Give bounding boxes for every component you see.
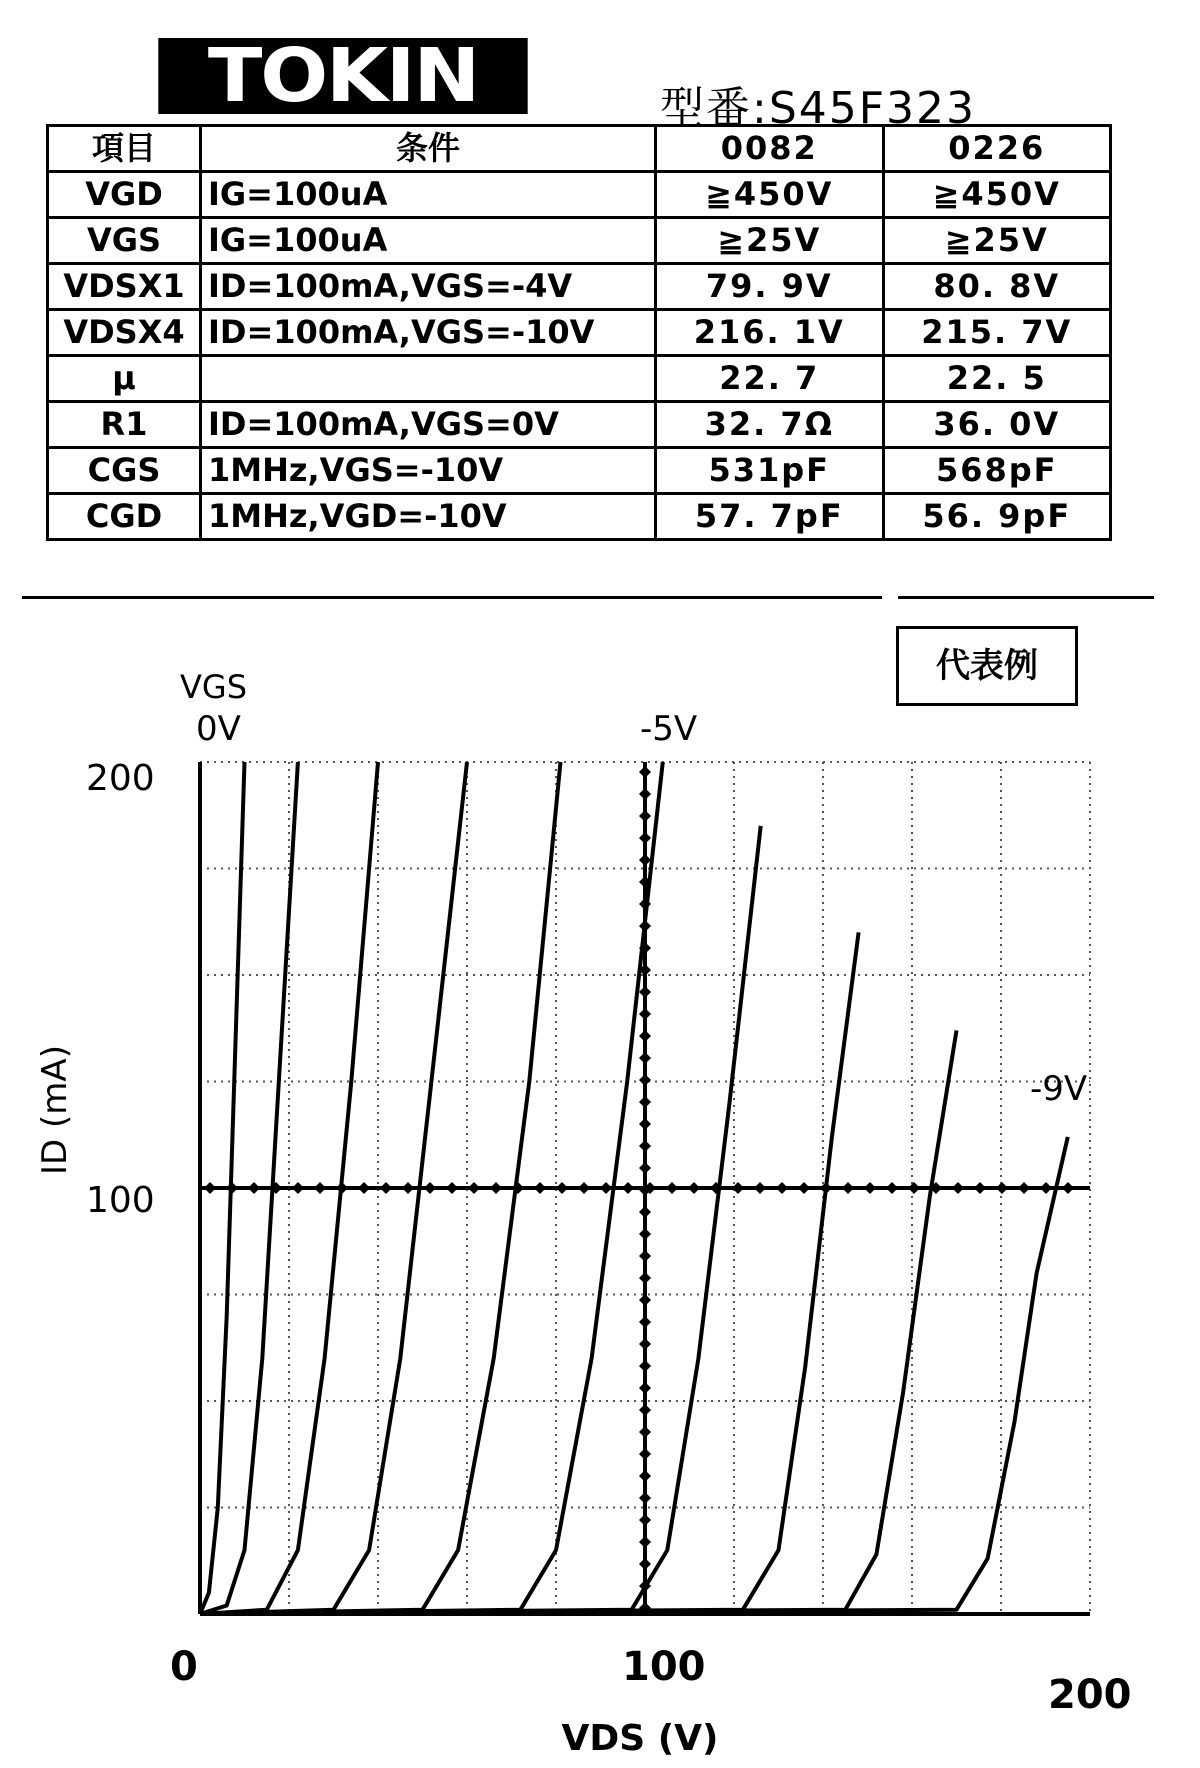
curve-label-minus5v: -5V	[640, 709, 698, 749]
row-value-0226: 36. 0V	[883, 402, 1111, 448]
row-condition: ID=100mA,VGS=0V	[201, 402, 656, 448]
chart-axis-markers	[200, 762, 1090, 1614]
row-value-0226: 56. 9pF	[883, 494, 1111, 540]
center-vline-bead	[639, 766, 651, 778]
row-item: CGS	[48, 448, 201, 494]
center-vline-bead	[639, 1162, 651, 1174]
representative-example-badge: 代表例	[896, 626, 1078, 706]
center-vline-bead	[639, 1272, 651, 1284]
row-item: VGS	[48, 218, 201, 264]
center-hline-bead	[490, 1182, 502, 1194]
header-0082: 0082	[656, 126, 884, 172]
center-hline-bead	[380, 1182, 392, 1194]
center-vline-bead	[639, 1382, 651, 1394]
center-vline-bead	[639, 1558, 651, 1570]
center-hline-bead	[952, 1182, 964, 1194]
center-hline-bead	[534, 1182, 546, 1194]
row-condition: 1MHz,VGD=-10V	[201, 494, 656, 540]
row-value-0226: 215. 7V	[883, 310, 1111, 356]
center-hline-bead	[776, 1182, 788, 1194]
row-condition: ID=100mA,VGS=-4V	[201, 264, 656, 310]
curve-vgs-minus7v	[200, 932, 859, 1614]
x-axis-label: VDS (V)	[561, 1718, 719, 1759]
center-vline-bead	[639, 810, 651, 822]
center-vline-bead	[639, 1206, 651, 1218]
row-value-0082: ≧450V	[656, 172, 884, 218]
y-tick-100: 100	[86, 1180, 155, 1221]
x-tick-200: 200	[1048, 1672, 1132, 1718]
header-item: 項目	[48, 126, 201, 172]
center-vline-bead	[639, 1228, 651, 1240]
row-item: VGD	[48, 172, 201, 218]
center-hline-bead	[666, 1182, 678, 1194]
row-value-0082: 79. 9V	[656, 264, 884, 310]
center-hline-bead	[886, 1182, 898, 1194]
row-condition: 1MHz,VGS=-10V	[201, 448, 656, 494]
row-item: R1	[48, 402, 201, 448]
center-hline-bead	[292, 1182, 304, 1194]
center-vline-bead	[639, 1250, 651, 1262]
curve-vgs-minus9v	[200, 1137, 1068, 1614]
row-value-0082: 32. 7Ω	[656, 402, 884, 448]
row-item: VDSX1	[48, 264, 201, 310]
center-vline-bead	[639, 788, 651, 800]
center-vline-bead	[639, 1404, 651, 1416]
curve-label-minus9v: -9V	[1030, 1069, 1088, 1109]
x-tick-100: 100	[622, 1644, 706, 1690]
center-vline-bead	[639, 1492, 651, 1504]
center-vline-bead	[639, 1030, 651, 1042]
curve-vgs-minus6v	[200, 826, 761, 1614]
center-hline-bead	[358, 1182, 370, 1194]
center-hline-bead	[446, 1182, 458, 1194]
center-hline-bead	[468, 1182, 480, 1194]
center-hline-bead	[996, 1182, 1008, 1194]
curve-label-0v: 0V	[196, 709, 241, 749]
row-condition: ID=100mA,VGS=-10V	[201, 310, 656, 356]
row-value-0082: 216. 1V	[656, 310, 884, 356]
y-tick-200: 200	[86, 758, 155, 799]
row-value-0082: 57. 7pF	[656, 494, 884, 540]
row-item: VDSX4	[48, 310, 201, 356]
center-hline-bead	[842, 1182, 854, 1194]
row-value-0082: ≧25V	[656, 218, 884, 264]
center-vline-bead	[639, 1294, 651, 1306]
center-vline-bead	[639, 1514, 651, 1526]
row-condition: IG=100uA	[201, 172, 656, 218]
x-tick-0: 0	[170, 1644, 198, 1690]
model-number: 型番:S45F323	[660, 83, 977, 134]
center-hline-bead	[424, 1182, 436, 1194]
center-vline-bead	[639, 1316, 651, 1328]
center-hline-bead	[1062, 1182, 1074, 1194]
row-condition: IG=100uA	[201, 218, 656, 264]
center-hline-bead	[1018, 1182, 1030, 1194]
center-vline-bead	[639, 1096, 651, 1108]
center-vline-bead	[639, 1008, 651, 1020]
y-axis-label: ID (mA)	[35, 1045, 75, 1175]
center-hline-bead	[798, 1182, 810, 1194]
center-vline-bead	[639, 1338, 651, 1350]
center-vline-bead	[639, 1118, 651, 1130]
header-0226: 0226	[883, 126, 1111, 172]
center-vline-bead	[639, 986, 651, 998]
center-vline-bead	[639, 1140, 651, 1152]
row-item: CGD	[48, 494, 201, 540]
row-value-0226: 568pF	[883, 448, 1111, 494]
center-vline-bead	[639, 1536, 651, 1548]
row-item: μ	[48, 356, 201, 402]
row-value-0226: 22. 5	[883, 356, 1111, 402]
center-hline-bead	[622, 1182, 634, 1194]
tokin-logo: TOKIN	[158, 38, 527, 114]
center-vline-bead	[639, 1470, 651, 1482]
row-value-0082: 22. 7	[656, 356, 884, 402]
center-hline-bead	[974, 1182, 986, 1194]
center-hline-bead	[754, 1182, 766, 1194]
center-vline-bead	[639, 854, 651, 866]
row-value-0082: 531pF	[656, 448, 884, 494]
row-value-0226: ≧25V	[883, 218, 1111, 264]
row-value-0226: 80. 8V	[883, 264, 1111, 310]
center-hline-bead	[556, 1182, 568, 1194]
row-value-0226: ≧450V	[883, 172, 1111, 218]
center-hline-bead	[314, 1182, 326, 1194]
curve-vgs-minus8v	[200, 1030, 957, 1614]
center-hline-bead	[864, 1182, 876, 1194]
center-hline-bead	[204, 1182, 216, 1194]
center-hline-bead	[402, 1182, 414, 1194]
center-vline-bead	[639, 1052, 651, 1064]
center-hline-bead	[908, 1182, 920, 1194]
center-hline-bead	[578, 1182, 590, 1194]
center-hline-bead	[248, 1182, 260, 1194]
center-vline-bead	[639, 1426, 651, 1438]
center-vline-bead	[639, 1360, 651, 1372]
center-vline-bead	[639, 1448, 651, 1460]
header-condition: 条件	[201, 126, 656, 172]
center-vline-bead	[639, 832, 651, 844]
center-hline-bead	[600, 1182, 612, 1194]
center-vline-bead	[639, 1074, 651, 1086]
center-hline-bead	[688, 1182, 700, 1194]
legend-title: VGS	[180, 668, 247, 706]
center-hline-bead	[1040, 1182, 1052, 1194]
